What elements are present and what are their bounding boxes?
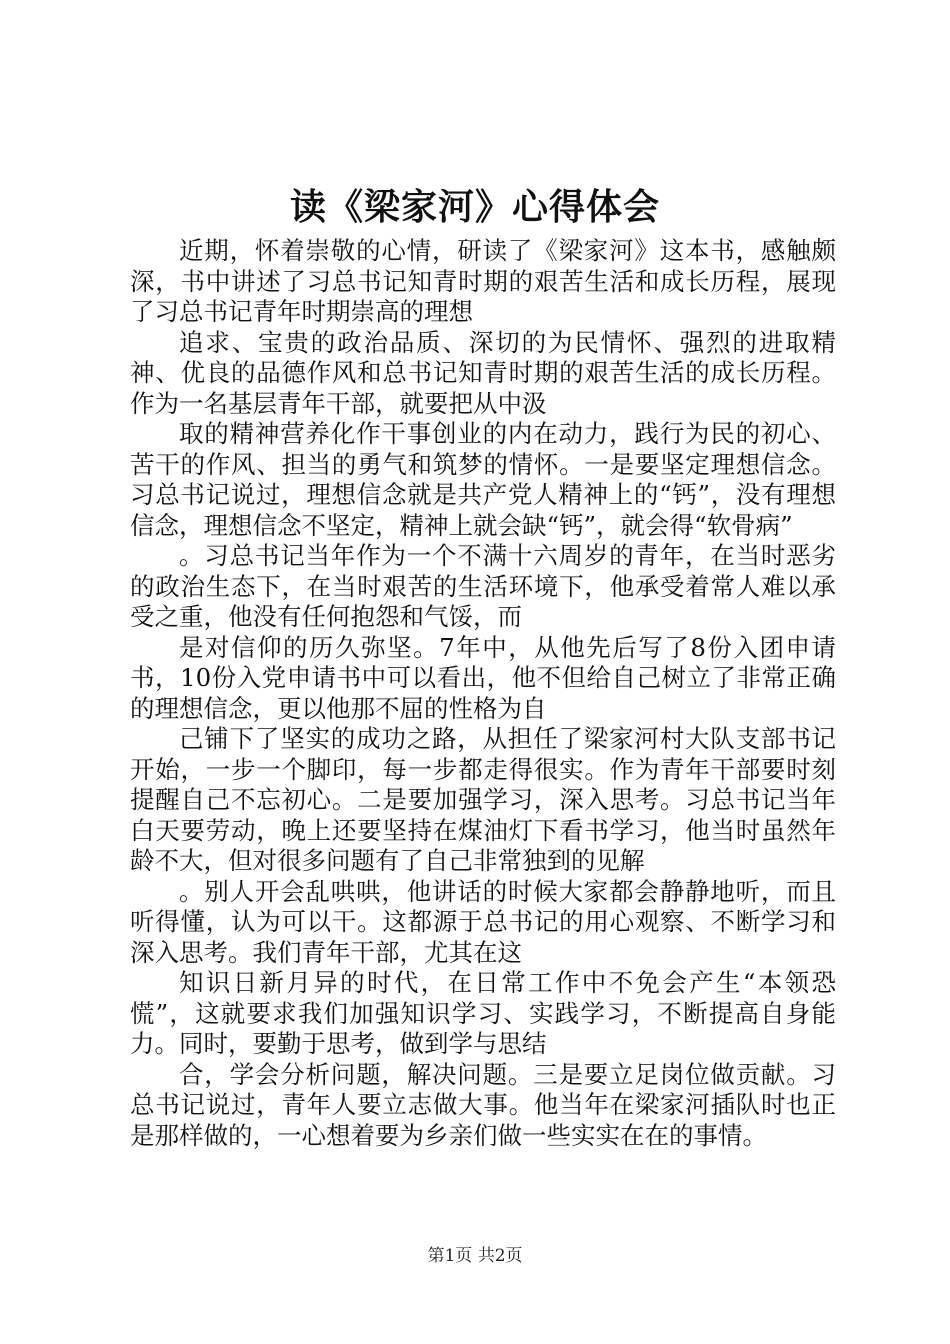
paragraph: 。别人开会乱哄哄，他讲话的时候大家都会静静地听，而且听得懂，认为可以干。这都源于总书记的用心观察、不断学习和深入思考。我们青年干部，尤其在这 [130,876,836,967]
page-number-footer: 第1页 共2页 [427,1246,523,1266]
document-body [130,236,836,1151]
paragraph: 是对信仰的历久弥坚。7年中，从他先后写了8份入团申请书，10份入党申请书中可以看出，他不但给自己树立了非常正确的理想信念，更以他那不屈的性格为自 [130,632,836,723]
paragraph: 取的精神营养化作干事创业的内在动力，践行为民的初心、苦干的作风、担当的勇气和筑梦的情怀。一是要坚定理想信念。习总书记说过，理想信念就是共产党人精神上的“钙”，没有理想信念，理想信念不坚定，精神上就会缺“钙”，就会得“软骨病” [130,419,836,540]
paragraph: 近期，怀着崇敬的心情，研读了《梁家河》这本书，感触颇深，书中讲述了习总书记知青时期的艰苦生活和成长历程，展现了习总书记青年时期崇高的理想 [130,236,836,326]
paragraph: 合，学会分析问题，解决问题。三是要立足岗位做贡献。习总书记说过，青年人要立志做大事。他当年在梁家河插队时也正是那样做的，一心想着要为乡亲们做一些实实在在的事情。 [130,1059,836,1150]
paragraph: 己铺下了坚实的成功之路，从担任了梁家河村大队支部书记开始，一步一个脚印，每一步都走得很实。作为青年干部要时刻提醒自己不忘初心。二是要加强学习，深入思考。习总书记当年白天要劳动，晚上还要坚持在煤油灯下看书学习，他当时虽然年龄不大，但对很多问题有了自己非常独到的见解 [130,724,836,875]
paragraph: 知识日新月异的时代，在日常工作中不免会产生“本领恐慌”，这就要求我们加强知识学习、实践学习，不断提高自身能力。同时，要勤于思考，做到学与思结 [130,968,836,1058]
document-title: 读《梁家河》心得体会 [289,186,660,228]
paragraph: 追求、宝贵的政治品质、深切的为民情怀、强烈的进取精神、优良的品德作风和总书记知青时期的艰苦生活的成长历程。作为一名基层青年干部，就要把从中汲 [130,327,836,418]
paragraph: 。习总书记当年作为一个不满十六周岁的青年，在当时恶劣的政治生态下，在当时艰苦的生活环境下，他承受着常人难以承受之重，他没有任何抱怨和气馁，而 [130,541,836,631]
